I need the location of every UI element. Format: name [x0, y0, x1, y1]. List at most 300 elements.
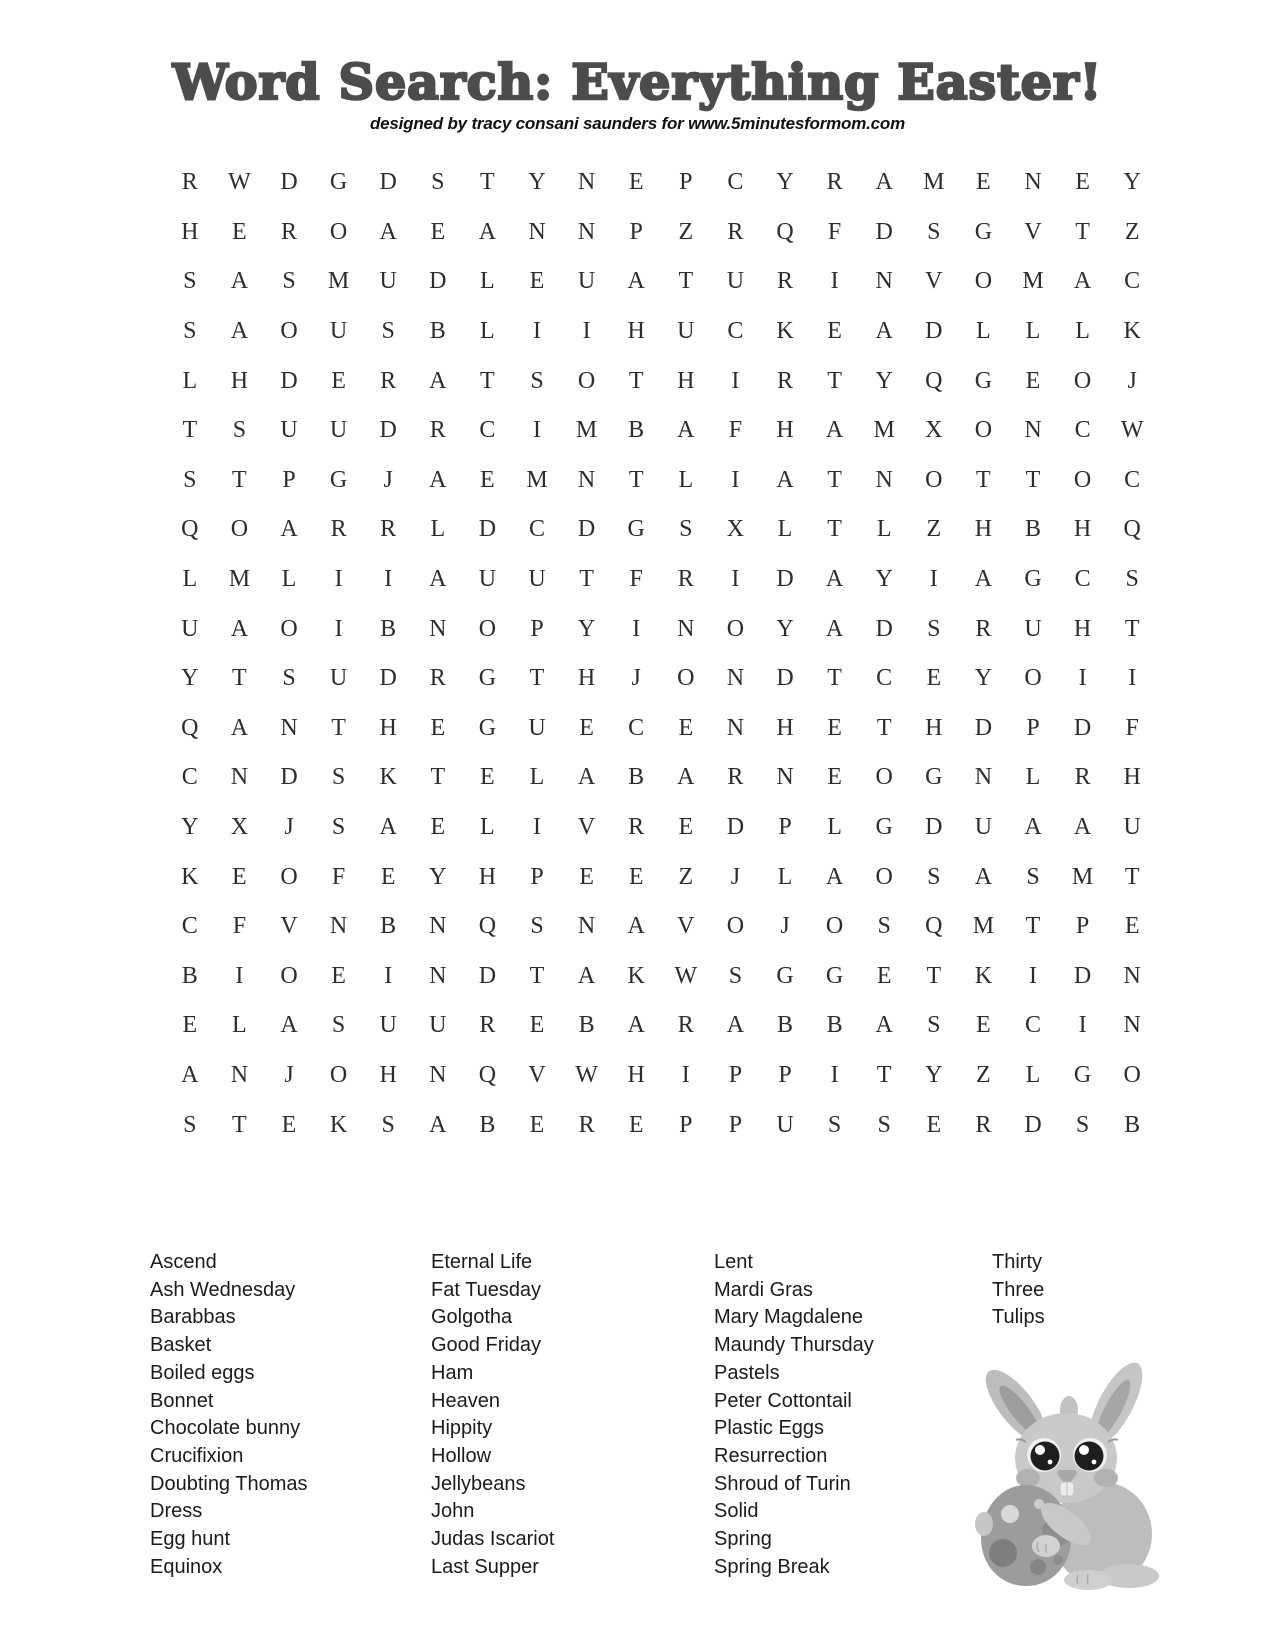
- grid-letter: L: [1025, 318, 1041, 345]
- grid-letter: Q: [478, 913, 497, 940]
- grid-letter: E: [628, 863, 644, 890]
- grid-letter: H: [230, 367, 249, 394]
- grid-letter: H: [627, 318, 645, 345]
- word-list-item: Solid: [714, 1500, 759, 1523]
- grid-letter: J: [780, 913, 790, 940]
- grid-letter: E: [1124, 913, 1140, 940]
- grid-letter: D: [1073, 714, 1092, 741]
- grid-letter: P: [1075, 913, 1090, 940]
- grid-letter: Y: [181, 814, 199, 841]
- word-list-item: Pastels: [714, 1361, 780, 1384]
- grid-letter: R: [380, 516, 397, 543]
- grid-letter: Q: [1123, 516, 1141, 543]
- grid-letter: Z: [926, 516, 942, 543]
- grid-letter: N: [677, 615, 695, 642]
- grid-letter: H: [1073, 516, 1092, 543]
- word-list-item: Dress: [150, 1500, 203, 1523]
- grid-letter: R: [826, 169, 843, 196]
- grid-letter: E: [827, 318, 842, 345]
- grid-letter: S: [282, 268, 296, 295]
- grid-letter: A: [1024, 814, 1042, 841]
- grid-letter: N: [329, 913, 348, 940]
- grid-letter: O: [726, 913, 745, 940]
- grid-letter: B: [1124, 1111, 1141, 1138]
- grid-letter: O: [577, 367, 596, 394]
- word-list-item: Tulips: [992, 1306, 1045, 1329]
- grid-letter: R: [628, 814, 645, 841]
- grid-letter: O: [1073, 466, 1092, 493]
- grid-letter: H: [925, 714, 943, 741]
- grid-letter: V: [280, 913, 298, 940]
- grid-letter: U: [478, 566, 497, 593]
- grid-letter: E: [529, 1012, 545, 1039]
- grid-letter: N: [528, 218, 546, 245]
- grid-letter: G: [627, 516, 645, 543]
- grid-letter: Q: [925, 367, 943, 394]
- grid-letter: N: [1024, 417, 1042, 444]
- grid-letter: T: [876, 1062, 892, 1089]
- grid-letter: N: [577, 466, 596, 493]
- grid-letter: K: [1123, 318, 1141, 345]
- grid-letter: E: [926, 665, 942, 692]
- grid-letter: B: [628, 417, 645, 444]
- grid-letter: W: [674, 962, 698, 989]
- grid-letter: R: [677, 566, 694, 593]
- grid-letter: O: [280, 863, 298, 890]
- grid-letter: E: [480, 764, 495, 791]
- grid-letter: G: [329, 466, 348, 493]
- grid-letter: U: [577, 268, 596, 295]
- grid-letter: W: [575, 1062, 598, 1089]
- grid-letter: S: [877, 913, 891, 940]
- grid-letter: U: [181, 615, 199, 642]
- grid-letter: E: [926, 1111, 942, 1138]
- grid-letter: D: [1073, 962, 1092, 989]
- grid-letter: A: [230, 268, 249, 295]
- grid-letter: L: [182, 367, 198, 394]
- grid-letter: O: [280, 615, 298, 642]
- grid-letter: V: [1024, 218, 1042, 245]
- grid-letter: L: [480, 814, 495, 841]
- grid-letter: A: [379, 814, 397, 841]
- grid-letter: O: [1123, 1062, 1141, 1089]
- grid-letter: P: [1026, 714, 1040, 741]
- grid-letter: S: [282, 665, 296, 692]
- grid-letter: H: [677, 367, 695, 394]
- grid-letter: T: [182, 417, 198, 444]
- grid-letter: R: [578, 1111, 595, 1138]
- grid-letter: P: [629, 218, 643, 245]
- grid-letter: T: [628, 466, 644, 493]
- grid-letter: N: [875, 466, 893, 493]
- grid-letter: F: [331, 863, 346, 890]
- grid-letter: C: [181, 913, 198, 940]
- word-list-item: Basket: [150, 1334, 212, 1357]
- grid-letter: U: [528, 714, 546, 741]
- grid-letter: G: [825, 962, 844, 989]
- grid-letter: H: [1073, 615, 1092, 642]
- grid-letter: S: [927, 615, 941, 642]
- grid-letter: E: [827, 714, 842, 741]
- grid-letter: I: [1028, 962, 1037, 989]
- grid-letter: E: [529, 268, 545, 295]
- grid-letter: T: [1025, 466, 1041, 493]
- grid-letter: E: [579, 714, 594, 741]
- grid-letter: U: [379, 268, 397, 295]
- word-list-item: Eternal Life: [431, 1251, 533, 1273]
- grid-letter: A: [280, 516, 298, 543]
- grid-letter: L: [480, 268, 495, 295]
- grid-letter: I: [532, 814, 541, 841]
- grid-letter: I: [731, 367, 740, 394]
- grid-letter: T: [529, 962, 545, 989]
- word-list-column: [714, 1249, 874, 1581]
- grid-letter: Z: [678, 863, 694, 890]
- grid-letter: U: [974, 814, 993, 841]
- grid-letter: L: [777, 516, 793, 543]
- grid-letter: R: [429, 665, 446, 692]
- word-list-item: Fat Tuesday: [431, 1278, 542, 1301]
- grid-letter: D: [280, 764, 298, 791]
- word-list-item: Spring: [714, 1528, 772, 1551]
- grid-letter: F: [232, 913, 247, 940]
- grid-letter: E: [976, 169, 991, 196]
- grid-letter: O: [875, 863, 893, 890]
- grid-letter: G: [925, 764, 943, 791]
- grid-letter: I: [334, 566, 343, 593]
- grid-letter: H: [776, 417, 794, 444]
- grid-letter: I: [532, 318, 541, 345]
- grid-letter: C: [181, 764, 198, 791]
- grid-letter: L: [876, 516, 892, 543]
- grid-letter: T: [430, 764, 446, 791]
- grid-letter: O: [478, 615, 497, 642]
- grid-letter: D: [925, 814, 943, 841]
- grid-letter: G: [478, 665, 497, 692]
- grid-letter: H: [776, 714, 794, 741]
- grid-letter: M: [575, 417, 598, 444]
- grid-letter: O: [230, 516, 249, 543]
- grid-letter: A: [677, 764, 695, 791]
- grid-letter: D: [875, 615, 893, 642]
- grid-letter: A: [429, 367, 447, 394]
- word-list-column: [150, 1249, 308, 1581]
- grid-letter: P: [728, 1062, 743, 1089]
- grid-letter: I: [235, 962, 244, 989]
- word-list-item: Equinox: [150, 1555, 223, 1578]
- grid-letter: V: [677, 913, 695, 940]
- grid-letter: G: [875, 814, 893, 841]
- grid-letter: L: [182, 566, 198, 593]
- grid-letter: Z: [976, 1062, 991, 1089]
- grid-letter: A: [181, 1062, 199, 1089]
- grid-letter: H: [974, 516, 993, 543]
- word-list-item: Doubting Thomas: [150, 1472, 308, 1495]
- grid-letter: U: [329, 417, 348, 444]
- grid-letter: A: [1073, 814, 1092, 841]
- grid-letter: K: [379, 764, 397, 791]
- grid-letter: U: [776, 1111, 794, 1138]
- word-search-grid: [165, 158, 1157, 1150]
- grid-letter: A: [875, 1012, 893, 1039]
- grid-letter: S: [331, 1012, 346, 1039]
- grid-letter: S: [381, 318, 395, 345]
- grid-letter: B: [429, 318, 446, 345]
- word-list-item: Judas Iscariot: [431, 1528, 555, 1551]
- grid-letter: U: [329, 665, 348, 692]
- grid-letter: I: [334, 615, 343, 642]
- grid-letter: A: [627, 913, 645, 940]
- grid-letter: N: [577, 218, 596, 245]
- grid-letter: J: [284, 814, 294, 841]
- grid-letter: G: [478, 714, 497, 741]
- grid-letter: G: [974, 218, 993, 245]
- word-list-item: Barabbas: [150, 1306, 236, 1329]
- grid-letter: D: [280, 367, 298, 394]
- grid-letter: A: [825, 615, 844, 642]
- grid-letter: Y: [875, 566, 893, 593]
- grid-letter: K: [776, 318, 794, 345]
- grid-letter: D: [429, 268, 447, 295]
- grid-letter: X: [726, 516, 745, 543]
- grid-letter: S: [331, 814, 346, 841]
- grid-letter: C: [1124, 268, 1141, 295]
- grid-letter: G: [776, 962, 794, 989]
- grid-letter: U: [528, 566, 546, 593]
- grid-letter: S: [927, 218, 941, 245]
- grid-letter: O: [825, 913, 844, 940]
- grid-letter: L: [480, 318, 495, 345]
- grid-letter: N: [726, 714, 745, 741]
- grid-letter: E: [331, 367, 346, 394]
- grid-letter: B: [380, 913, 397, 940]
- grid-letter: T: [529, 665, 545, 692]
- word-list-item: Shroud of Turin: [714, 1472, 851, 1495]
- grid-letter: D: [776, 665, 794, 692]
- grid-letter: I: [681, 1062, 690, 1089]
- grid-letter: B: [578, 1012, 595, 1039]
- grid-letter: S: [1026, 863, 1040, 890]
- grid-letter: Q: [478, 1062, 497, 1089]
- grid-letter: S: [927, 1012, 941, 1039]
- easter-bunny-icon: [966, 1354, 1166, 1592]
- grid-letter: A: [577, 962, 596, 989]
- grid-letter: A: [974, 566, 993, 593]
- grid-letter: B: [776, 1012, 793, 1039]
- grid-letter: R: [181, 169, 198, 196]
- grid-letter: D: [478, 516, 497, 543]
- grid-letter: A: [1073, 268, 1092, 295]
- grid-letter: T: [926, 962, 942, 989]
- grid-letter: R: [429, 417, 446, 444]
- grid-letter: O: [974, 268, 993, 295]
- grid-letter: N: [577, 169, 596, 196]
- grid-letter: S: [877, 1111, 891, 1138]
- grid-letter: E: [281, 1111, 297, 1138]
- grid-letter: A: [230, 615, 249, 642]
- word-list-item: Hollow: [431, 1444, 492, 1467]
- grid-letter: S: [183, 318, 197, 345]
- grid-letter: R: [1074, 764, 1091, 791]
- grid-letter: U: [280, 417, 298, 444]
- grid-letter: U: [677, 318, 695, 345]
- grid-letter: M: [327, 268, 350, 295]
- word-list-item: Jellybeans: [431, 1472, 526, 1495]
- grid-letter: X: [925, 417, 943, 444]
- grid-letter: Q: [925, 913, 943, 940]
- word-list-item: Egg hunt: [150, 1528, 231, 1551]
- grid-letter: A: [379, 218, 397, 245]
- byline: designed by tracy consani saunders for www.5minutesformom.com: [369, 114, 906, 133]
- grid-letter: Y: [1123, 169, 1141, 196]
- grid-letter: Y: [776, 169, 794, 196]
- grid-letter: L: [430, 516, 446, 543]
- grid-letter: Q: [181, 714, 199, 741]
- grid-letter: N: [429, 1062, 447, 1089]
- grid-letter: F: [1125, 714, 1139, 741]
- grid-letter: A: [677, 417, 695, 444]
- grid-letter: E: [430, 714, 446, 741]
- grid-letter: T: [827, 665, 842, 692]
- grid-letter: L: [1025, 1062, 1041, 1089]
- grid-letter: L: [529, 764, 545, 791]
- grid-letter: P: [778, 814, 792, 841]
- grid-letter: A: [875, 318, 893, 345]
- grid-letter: N: [726, 665, 745, 692]
- grid-letter: E: [232, 218, 247, 245]
- grid-letter: T: [232, 466, 247, 493]
- grid-letter: U: [726, 268, 745, 295]
- grid-letter: I: [830, 268, 839, 295]
- grid-letter: J: [284, 1062, 294, 1089]
- grid-letter: Z: [678, 218, 694, 245]
- word-list-item: Last Supper: [431, 1555, 539, 1578]
- grid-letter: T: [480, 169, 495, 196]
- grid-letter: D: [776, 566, 794, 593]
- grid-letter: M: [923, 169, 945, 196]
- word-list-column: [992, 1249, 1045, 1332]
- grid-letter: S: [728, 962, 743, 989]
- grid-letter: H: [181, 218, 199, 245]
- grid-letter: N: [429, 913, 447, 940]
- grid-letter: I: [384, 566, 393, 593]
- grid-letter: D: [925, 318, 943, 345]
- grid-letter: T: [1025, 913, 1041, 940]
- word-list-item: Heaven: [431, 1389, 500, 1412]
- grid-letter: J: [383, 466, 393, 493]
- word-list-item: Peter Cottontail: [714, 1389, 852, 1412]
- grid-letter: Z: [1124, 218, 1140, 245]
- grid-letter: L: [281, 566, 297, 593]
- grid-letter: S: [530, 913, 544, 940]
- grid-letter: Y: [429, 863, 447, 890]
- grid-letter: N: [974, 764, 993, 791]
- grid-letter: T: [1075, 218, 1090, 245]
- word-list-item: Three: [992, 1278, 1045, 1301]
- word-list-item: John: [431, 1500, 475, 1523]
- grid-letter: T: [232, 665, 247, 692]
- grid-letter: T: [480, 367, 495, 394]
- grid-letter: A: [577, 764, 596, 791]
- grid-letter: S: [183, 268, 197, 295]
- grid-letter: A: [825, 566, 844, 593]
- grid-letter: E: [678, 714, 694, 741]
- grid-letter: L: [232, 1012, 247, 1039]
- grid-letter: E: [331, 962, 346, 989]
- grid-letter: R: [727, 218, 744, 245]
- word-list-item: Spring Break: [714, 1555, 830, 1578]
- grid-letter: D: [974, 714, 993, 741]
- grid-letter: V: [925, 268, 943, 295]
- word-list-item: Crucifixion: [150, 1444, 244, 1467]
- grid-letter: L: [827, 814, 842, 841]
- word-list-item: Thirty: [992, 1251, 1042, 1273]
- grid-letter: P: [530, 615, 544, 642]
- grid-letter: I: [532, 417, 541, 444]
- grid-letter: G: [329, 169, 348, 196]
- grid-letter: C: [1074, 417, 1091, 444]
- grid-letter: L: [777, 863, 793, 890]
- grid-letter: N: [1024, 169, 1042, 196]
- grid-letter: K: [627, 962, 645, 989]
- grid-letter: A: [776, 466, 794, 493]
- grid-letter: T: [579, 566, 594, 593]
- grid-letter: D: [379, 417, 397, 444]
- grid-letter: L: [1025, 764, 1041, 791]
- grid-letter: O: [280, 962, 298, 989]
- grid-letter: V: [528, 1062, 546, 1089]
- grid-letter: P: [679, 1111, 693, 1138]
- grid-letter: H: [577, 665, 596, 692]
- grid-letter: Y: [528, 169, 546, 196]
- grid-letter: B: [380, 615, 397, 642]
- grid-letter: C: [628, 714, 645, 741]
- grid-letter: O: [925, 466, 943, 493]
- grid-letter: Y: [776, 615, 794, 642]
- grid-letter: B: [628, 764, 645, 791]
- grid-letter: C: [876, 665, 893, 692]
- grid-letter: J: [730, 863, 741, 890]
- grid-letter: Y: [974, 665, 993, 692]
- grid-letter: R: [677, 1012, 694, 1039]
- grid-letter: P: [282, 466, 296, 493]
- grid-letter: T: [628, 367, 644, 394]
- grid-letter: P: [530, 863, 544, 890]
- grid-letter: S: [827, 1111, 842, 1138]
- grid-letter: E: [1025, 367, 1041, 394]
- grid-letter: Y: [925, 1062, 943, 1089]
- grid-letter: E: [827, 764, 842, 791]
- grid-letter: N: [280, 714, 298, 741]
- grid-letter: C: [528, 516, 545, 543]
- grid-letter: N: [230, 1062, 249, 1089]
- word-list-item: Hippity: [431, 1417, 493, 1440]
- grid-letter: E: [182, 1012, 198, 1039]
- grid-letter: R: [479, 1012, 496, 1039]
- grid-letter: I: [830, 1062, 839, 1089]
- grid-letter: D: [280, 169, 298, 196]
- grid-letter: U: [379, 1012, 397, 1039]
- grid-letter: S: [431, 169, 445, 196]
- grid-letter: C: [727, 169, 744, 196]
- grid-letter: N: [1123, 1012, 1141, 1039]
- grid-letter: A: [825, 863, 844, 890]
- grid-letter: P: [728, 1111, 743, 1138]
- page-title: Word Search: Everything Easter!: [172, 53, 1103, 111]
- word-list-item: Ham: [431, 1361, 474, 1384]
- grid-letter: F: [728, 417, 743, 444]
- grid-letter: D: [379, 665, 397, 692]
